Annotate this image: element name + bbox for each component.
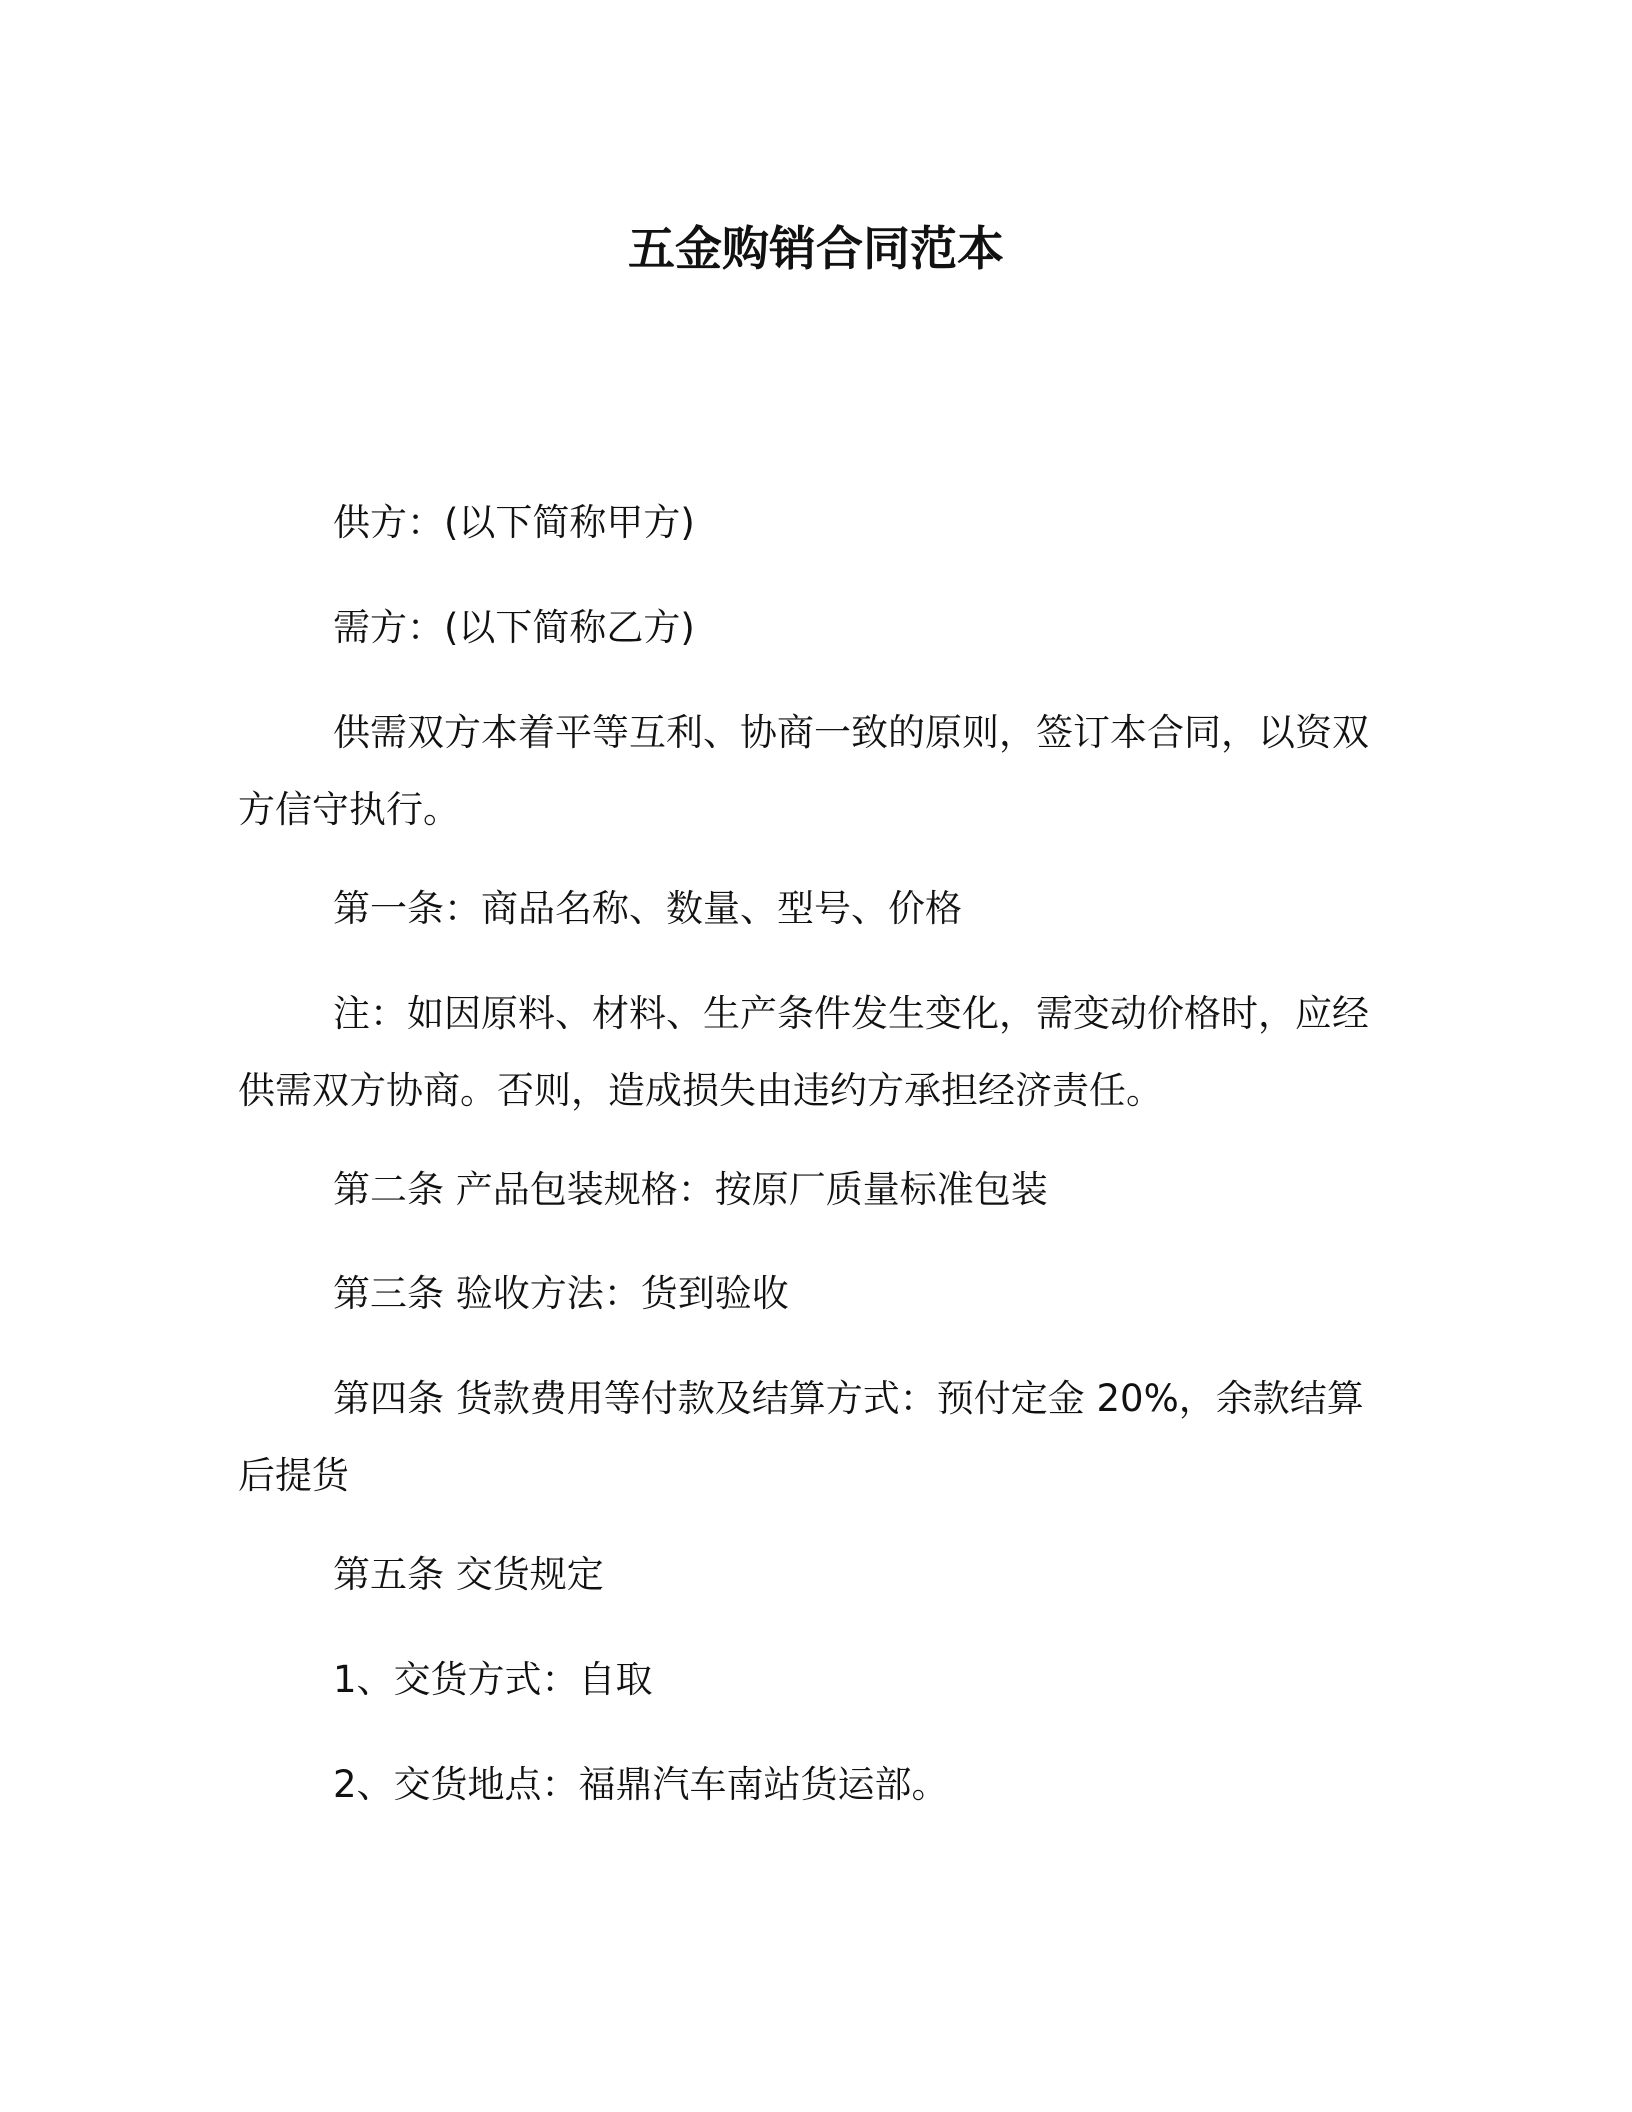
supplier-line: 供方：(以下简称甲方)	[333, 501, 695, 544]
preamble-paragraph: 供需双方本着平等互利、协商一致的原则，签订本合同，以资双方信守执行。	[238, 711, 1369, 831]
article-3-inspection: 第三条 验收方法：货到验收	[333, 1272, 789, 1315]
article-1-heading: 第一条：商品名称、数量、型号、价格	[333, 887, 962, 930]
article-5-delivery-heading: 第五条 交货规定	[333, 1553, 604, 1596]
article-4-payment: 第四条 货款费用等付款及结算方式：预付定金 20%，余款结算后提货	[238, 1377, 1364, 1497]
price-change-note: 注：如因原料、材料、生产条件发生变化，需变动价格时，应经供需双方协商。否则，造成损失由违约方承担经济责任。	[238, 992, 1369, 1112]
article-2-packaging: 第二条 产品包装规格：按原厂质量标准包装	[333, 1168, 1048, 1211]
document-title: 五金购销合同范本	[628, 222, 1004, 277]
buyer-line: 需方：(以下简称乙方)	[333, 606, 695, 649]
delivery-location-item: 2、交货地点：福鼎汽车南站货运部。	[333, 1763, 949, 1806]
delivery-method-item: 1、交货方式：自取	[333, 1658, 653, 1701]
